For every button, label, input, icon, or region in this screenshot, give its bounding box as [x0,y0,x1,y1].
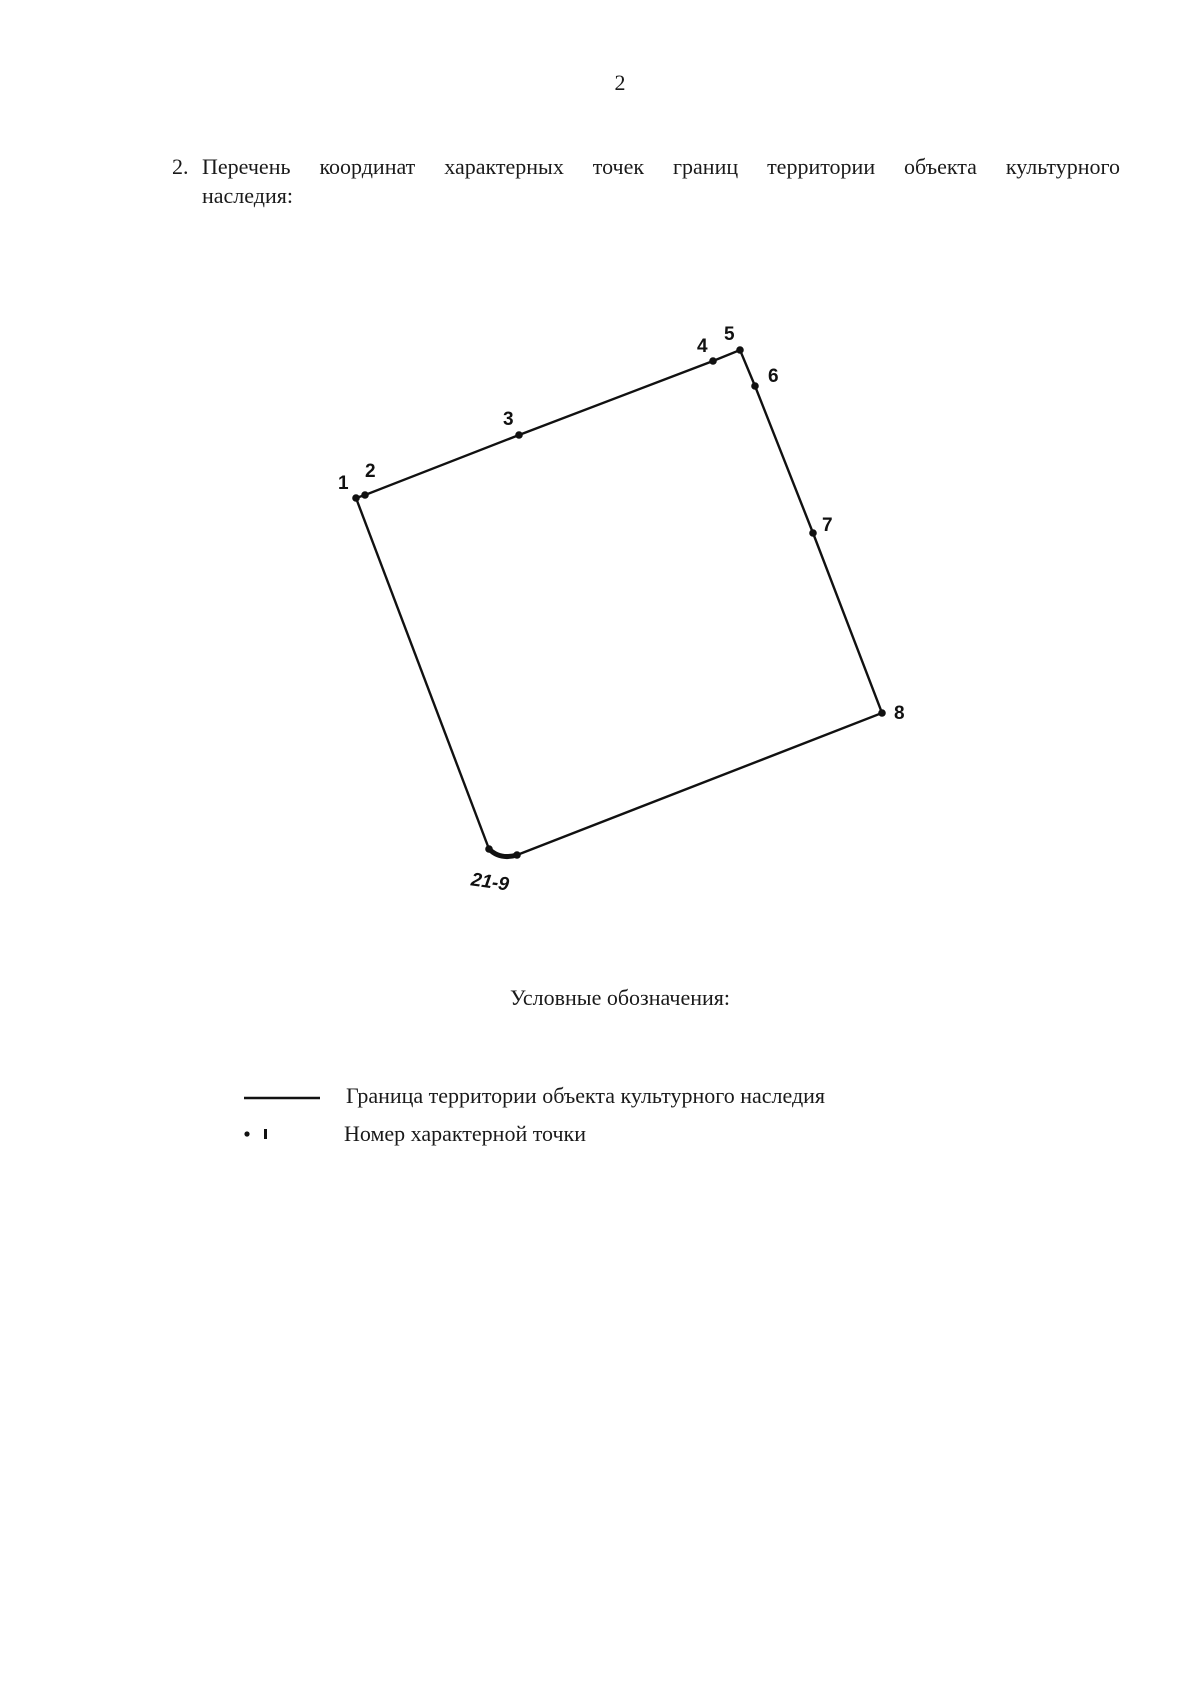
legend-title: Условные обозначения: [509,985,731,1010]
point-marker-1 [352,494,360,502]
point-label-6: 6 [768,366,779,387]
point-label-21-9: 21-9 [469,869,511,896]
legend-label-point: Номер характерной точки [344,1121,586,1146]
point-label-5: 5 [724,324,735,345]
point-label-1: 1 [338,473,349,494]
point-label-7: 7 [822,515,833,536]
point-label-3: 3 [503,409,514,430]
legend-item-point [240,1121,960,1151]
point-label-8: 8 [894,703,905,724]
point-marker-21 [485,845,493,853]
point-marker-3 [515,431,523,439]
legend-item-boundary [240,1083,960,1113]
point-marker-7 [809,529,817,537]
section-title-line-1: Перечень координат характерных точек границ территории объекта культурного [202,154,1120,179]
point-marker-4 [709,357,717,365]
point-label-4: 4 [697,336,708,357]
point-marker-6 [751,382,759,390]
point-marker-2 [361,491,369,499]
point-marker-icon [240,1121,330,1151]
point-marker-5 [736,346,744,354]
boundary-line [356,350,882,857]
legend-label-boundary: Граница территории объекта культурного наследия [346,1083,826,1108]
section-heading [172,152,1120,210]
section-title [202,152,1120,210]
point-label-2: 2 [365,461,376,482]
section-title-line-2: наследия: [202,183,293,208]
point-marker-9 [513,851,521,859]
point-marker-8 [878,709,886,717]
page-number: 2 [614,70,626,95]
section-number: 2. [172,154,189,179]
boundary-line-icon [240,1083,330,1113]
